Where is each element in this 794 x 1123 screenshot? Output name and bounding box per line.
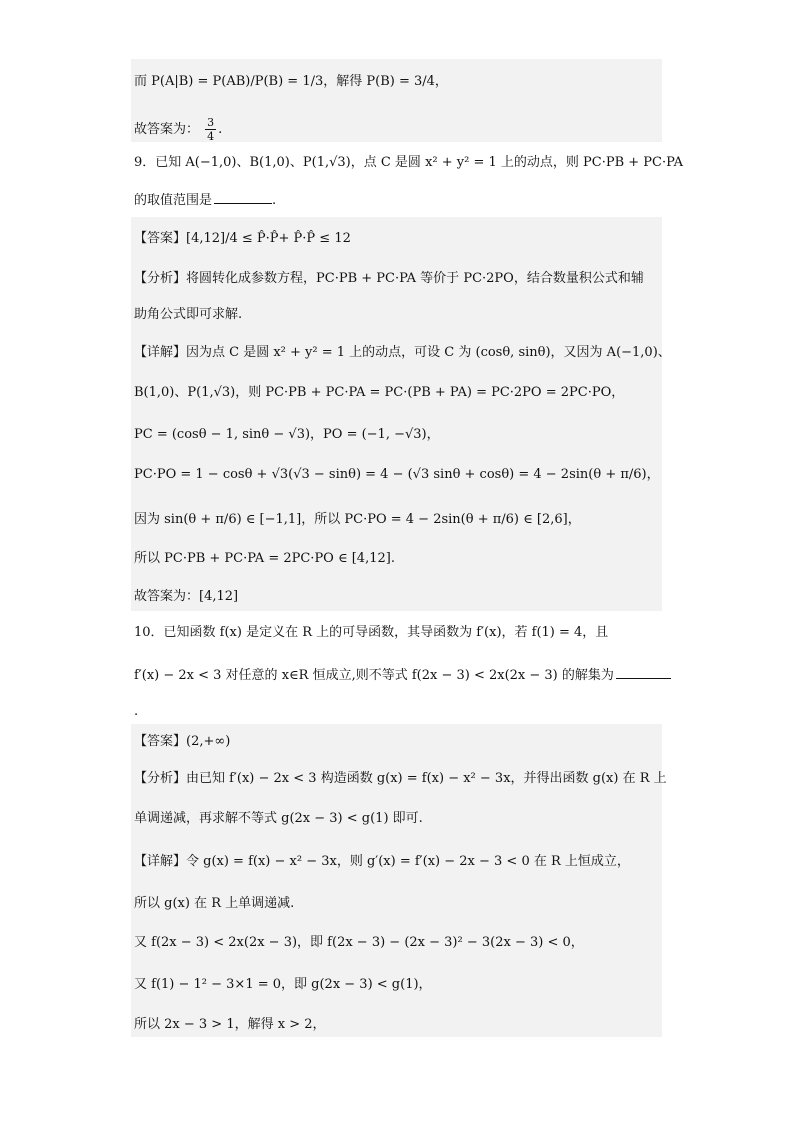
period: .: [218, 122, 223, 137]
answer-line: [134, 116, 222, 143]
numerator: 3: [207, 116, 215, 129]
question-line: [134, 191, 276, 210]
denominator: 4: [207, 130, 215, 143]
detail-line: 【详解】令 g(x) = f(x) − x² − 3x，则 g′(x) = f′(x) − 2x − 3 < 0 在 R 上恒成立，: [134, 854, 630, 869]
question-text: f′(x) − 2x < 3 对任意的 x∈R 恒成立,则不等式 f(2x − 3) < 2x(2x − 3) 的解集为: [134, 668, 614, 683]
detail-line: 【详解】因为点 C 是圆 x² + y² = 1 上的动点，可设 C 为 (cosθ, sinθ)，又因为 A(−1,0)、: [134, 345, 671, 360]
fraction: [205, 116, 216, 143]
detail-line: B(1,0)、P(1,√3)，则 PC·PB + PC·PA = PC·(PB + PA) = PC·2PO = 2PC·PO，: [134, 385, 625, 400]
detail-line: 所以 g(x) 在 R 上单调递减.: [134, 896, 295, 911]
analysis-line: 【分析】由已知 f′(x) − 2x < 3 构造函数 g(x) = f(x) − x² − 3x，并得出函数 g(x) 在 R 上: [134, 771, 667, 786]
detail-line: 因为 sin(θ + π/6) ∈ [−1,1]，所以 PC·PO = 4 − 2sin(θ + π/6) ∈ [2,6]，: [134, 512, 581, 527]
period: .: [272, 193, 277, 208]
question-text: 的取值范围是: [134, 193, 213, 208]
question-line: 10．已知函数 f(x) 是定义在 R 上的可导函数，其导函数为 f′(x)，若 f(1) = 4，且: [134, 625, 609, 640]
text-line: 而 P(A|B) = P(AB)/P(B) = 1/3，解得 P(B) = 3/4，: [134, 74, 448, 89]
answer-prefix: 故答案为：: [134, 122, 200, 137]
question-line: [134, 666, 671, 685]
detail-line: 所以 PC·PB + PC·PA = 2PC·PO ∈ [4,12].: [134, 551, 395, 566]
analysis-line: 助角公式即可求解.: [134, 307, 243, 322]
analysis-line: 【分析】将圆转化成参数方程，PC·PB + PC·PA 等价于 PC·2PO，结合数量积公式和辅: [134, 271, 644, 286]
detail-line: 又 f(1) − 1² − 3×1 = 0，即 g(2x − 3) < g(1)，: [134, 977, 432, 992]
answer-line: 【答案】(2,+∞): [134, 734, 231, 749]
detail-line: PC·PO = 1 − cosθ + √3(√3 − sinθ) = 4 − (√3 sinθ + cosθ) = 4 − 2sin(θ + π/6)，: [134, 467, 660, 482]
analysis-line: 单调递减，再求解不等式 g(2x − 3) < g(1) 即可.: [134, 811, 423, 826]
answer-blank: [214, 191, 272, 204]
question-line: 9．已知 A(−1,0)、B(1,0)、P(1,√3)，点 C 是圆 x² + y² = 1 上的动点，则 PC·PB + PC·PA: [134, 155, 684, 170]
answer-blank: [616, 666, 671, 679]
period-line: .: [134, 704, 139, 719]
detail-line: 又 f(2x − 3) < 2x(2x − 3)，即 f(2x − 3) − (2x − 3)² − 3(2x − 3) < 0，: [134, 935, 584, 950]
answer-line: 故答案为：[4,12]: [134, 589, 239, 604]
detail-line: 所以 2x − 3 > 1，解得 x > 2，: [134, 1017, 326, 1032]
detail-line: PC = (cosθ − 1, sinθ − √3)，PO = (−1, −√3)，: [134, 427, 440, 442]
answer-line: 【答案】[4,12]/4 ≤ P̂·P̂+ P̂·P̂ ≤ 12: [134, 231, 351, 246]
